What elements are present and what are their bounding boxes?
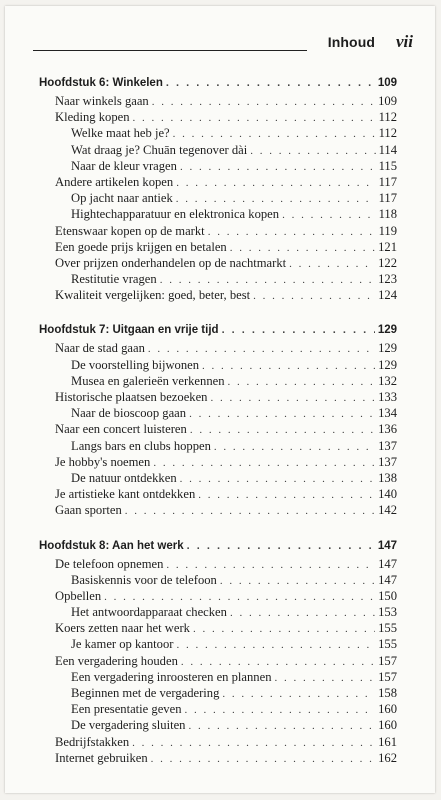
toc-chapter-heading-page-number: 147 (377, 539, 397, 552)
toc-entry-page-number: 155 (378, 621, 397, 636)
toc-entry-page-number: 157 (378, 653, 397, 668)
dot-leader (166, 75, 375, 92)
toc-entry-page-number: 117 (378, 174, 397, 189)
toc-entry (39, 421, 397, 437)
toc-entry-page-number: 147 (378, 556, 397, 571)
toc-entry (39, 734, 397, 750)
toc-entry-page-number: 129 (378, 341, 397, 356)
toc-subentry-title: Hightechapparatuur en elektronica kopen (71, 207, 280, 222)
dot-leader (208, 224, 376, 240)
dot-leader (132, 735, 375, 751)
toc-subentry (39, 158, 397, 174)
toc-entry-title: Etenswaar kopen op de markt (55, 223, 205, 238)
toc-subentry-title: Naar de bioscoop gaan (71, 406, 187, 421)
dot-leader (160, 272, 375, 288)
dot-leader (220, 573, 375, 589)
dot-leader (153, 455, 375, 471)
toc-entry-title: Koers zetten naar het werk (55, 621, 190, 636)
toc-entry-title: Een vergadering houden (55, 653, 178, 668)
toc-subentry (39, 271, 397, 287)
toc-subentry-title: De voorstelling bijwonen (71, 357, 200, 372)
toc-entry-title: Internet gebruiken (55, 750, 148, 765)
toc-subentry (39, 636, 397, 652)
dot-leader (133, 110, 376, 126)
dot-leader (181, 654, 375, 670)
toc-entry-title: Bedrijfstakken (55, 734, 130, 749)
toc-subentry-page-number: 138 (378, 470, 397, 485)
dot-leader (222, 686, 375, 702)
dot-leader (180, 471, 375, 487)
dot-leader (198, 487, 375, 503)
toc-chapter-heading-page-number: 109 (377, 77, 397, 89)
toc-subentry-title: Een vergadering inroosteren en plannen (71, 669, 272, 684)
toc-subentry-page-number: 132 (378, 373, 397, 388)
toc-subentry-title: De natuur ontdekken (71, 470, 177, 485)
dot-leader (228, 374, 376, 390)
dot-leader (151, 751, 375, 767)
toc-subentry-page-number: 158 (378, 686, 397, 700)
toc-subentry (39, 701, 397, 717)
toc-subentry (39, 405, 397, 421)
toc-subentry (39, 357, 397, 373)
toc-subentry-title: Langs bars en clubs hoppen (71, 438, 211, 453)
toc-subentry-title: Beginnen met de vergadering (71, 686, 220, 700)
toc-entry (39, 340, 397, 356)
toc-subentry (39, 206, 397, 222)
table-of-contents (39, 75, 397, 785)
dot-leader (104, 589, 375, 605)
toc-entry (39, 486, 397, 502)
toc-entry-page-number: 136 (378, 422, 397, 437)
toc-entry-page-number: 137 (378, 454, 397, 469)
toc-subentry-page-number: 112 (378, 126, 397, 141)
toc-chapter-heading-title: Hoofdstuk 7: Uitgaan en vrije tijd (39, 324, 219, 337)
dot-leader (189, 406, 375, 422)
toc-entry-page-number: 109 (378, 94, 397, 108)
toc-section (39, 322, 397, 518)
toc-entry-page-number: 124 (378, 288, 397, 303)
toc-subentry-title: Basiskennis voor de telefoon (71, 572, 217, 587)
toc-entry-title: Andere artikelen kopen (55, 174, 174, 189)
toc-subentry-title: Het antwoordapparaat checken (71, 605, 227, 620)
toc-subentry-page-number: 157 (378, 669, 397, 684)
toc-subentry-page-number: 153 (378, 605, 397, 620)
toc-entry (39, 389, 397, 405)
header-title: Inhoud (327, 34, 375, 50)
toc-entry-page-number: 122 (378, 255, 397, 270)
dot-leader (166, 557, 375, 573)
toc-subentry (39, 669, 397, 685)
toc-entry (39, 653, 397, 669)
toc-subentry (39, 373, 397, 389)
dot-leader (125, 503, 375, 519)
toc-entry-page-number: 140 (378, 487, 397, 502)
dot-leader (253, 288, 375, 304)
toc-subentry (39, 142, 397, 158)
toc-entry-title: Een goede prijs krijgen en betalen (55, 239, 227, 254)
dot-leader (250, 143, 375, 159)
dot-leader (202, 358, 375, 374)
toc-entry-title: Opbellen (55, 588, 102, 603)
book-page (5, 6, 435, 793)
dot-leader (214, 439, 375, 455)
toc-subentry-page-number: 115 (378, 158, 397, 173)
dot-leader (190, 422, 375, 438)
toc-entry-title: De telefoon opnemen (55, 556, 164, 571)
toc-entry (39, 223, 397, 239)
toc-entry (39, 556, 397, 572)
toc-chapter-heading-title: Hoofdstuk 6: Winkelen (39, 77, 163, 89)
header-rule (33, 50, 307, 51)
toc-subentry (39, 685, 397, 701)
toc-subentry-page-number: 147 (378, 572, 397, 587)
dot-leader (222, 322, 375, 339)
toc-entry (39, 287, 397, 303)
toc-entry-page-number: 161 (378, 734, 397, 749)
toc-subentry-title: Welke maat heb je? (71, 126, 170, 141)
toc-subentry (39, 125, 397, 141)
dot-leader (275, 670, 376, 686)
dot-leader (180, 159, 376, 175)
toc-entry (39, 109, 397, 125)
dot-leader (152, 94, 375, 110)
toc-entry-title: Je artistieke kant ontdekken (55, 487, 196, 502)
toc-entry-page-number: 112 (378, 110, 397, 125)
toc-entry-title: Over prijzen onderhandelen op de nachtmarkt (55, 255, 287, 270)
toc-entry-title: Gaan sporten (55, 503, 122, 518)
dot-leader (187, 538, 375, 555)
dot-leader (193, 621, 375, 637)
toc-entry (39, 239, 397, 255)
dot-leader (210, 390, 375, 406)
header-page-number: vii (396, 32, 413, 51)
toc-subentry-title: Wat draag je? Chuān tegenover dài (71, 142, 248, 157)
toc-entry-page-number: 119 (378, 223, 397, 238)
toc-subentry (39, 572, 397, 588)
toc-subentry (39, 604, 397, 620)
toc-subentry-page-number: 137 (378, 438, 397, 453)
toc-subentry-title: Je kamer op kantoor (71, 637, 174, 652)
dot-leader (173, 126, 376, 142)
toc-subentry-page-number: 118 (378, 207, 397, 222)
toc-entry-title: Kwaliteit vergelijken: goed, beter, best (55, 288, 251, 303)
toc-subentry-title: Musea en galerieën verkennen (71, 373, 225, 388)
toc-subentry (39, 438, 397, 454)
dot-leader (176, 175, 375, 191)
dot-leader (185, 702, 376, 718)
toc-subentry-page-number: 134 (378, 406, 397, 421)
dot-leader (230, 605, 375, 621)
toc-subentry-page-number: 129 (378, 357, 397, 372)
toc-subentry-title: Op jacht naar antiek (71, 191, 173, 206)
toc-entry-title: Naar winkels gaan (55, 94, 149, 108)
toc-subentry-page-number: 114 (378, 142, 397, 157)
toc-subentry (39, 470, 397, 486)
toc-entry (39, 750, 397, 766)
toc-entry (39, 174, 397, 190)
toc-entry-page-number: 121 (378, 239, 397, 254)
toc-entry (39, 255, 397, 271)
toc-entry-page-number: 162 (378, 750, 397, 765)
toc-subentry-page-number: 160 (378, 702, 397, 717)
toc-entry-title: Naar de stad gaan (55, 341, 145, 356)
dot-leader (176, 191, 376, 207)
dot-leader (289, 256, 375, 272)
dot-leader (282, 207, 376, 223)
toc-subentry-page-number: 123 (378, 272, 397, 287)
toc-subentry-title: Restitutie vragen (71, 272, 157, 287)
dot-leader (148, 341, 375, 357)
toc-entry (39, 620, 397, 636)
toc-entry (39, 454, 397, 470)
toc-subentry (39, 717, 397, 733)
toc-section (39, 75, 397, 303)
toc-chapter-heading (39, 75, 397, 92)
toc-entry-title: Je hobby's noemen (55, 454, 151, 469)
toc-subentry (39, 190, 397, 206)
dot-leader (188, 718, 375, 734)
toc-entry-title: Kleding kopen (55, 110, 130, 125)
toc-chapter-heading-title: Hoofdstuk 8: Aan het werk (39, 539, 184, 552)
toc-subentry-title: Naar de kleur vragen (71, 158, 177, 173)
toc-subentry-page-number: 160 (378, 718, 397, 733)
toc-entry (39, 588, 397, 604)
dot-leader (176, 637, 375, 653)
toc-entry-page-number: 133 (378, 390, 397, 404)
toc-chapter-heading (39, 538, 397, 555)
toc-subentry-title: Een presentatie geven (71, 702, 182, 717)
toc-entry-page-number: 150 (378, 588, 397, 603)
toc-chapter-heading-page-number: 129 (377, 324, 397, 337)
toc-entry (39, 502, 397, 518)
toc-subentry-page-number: 117 (378, 191, 397, 206)
toc-entry-title: Historische plaatsen bezoeken (55, 390, 208, 404)
running-header (33, 34, 419, 58)
dot-leader (230, 240, 375, 256)
toc-entry-title: Naar een concert luisteren (55, 422, 187, 437)
toc-entry-page-number: 142 (378, 503, 397, 518)
toc-entry (39, 93, 397, 109)
toc-subentry-title: De vergadering sluiten (71, 718, 186, 733)
toc-chapter-heading (39, 322, 397, 339)
toc-section (39, 538, 397, 766)
toc-subentry-page-number: 155 (378, 637, 397, 652)
